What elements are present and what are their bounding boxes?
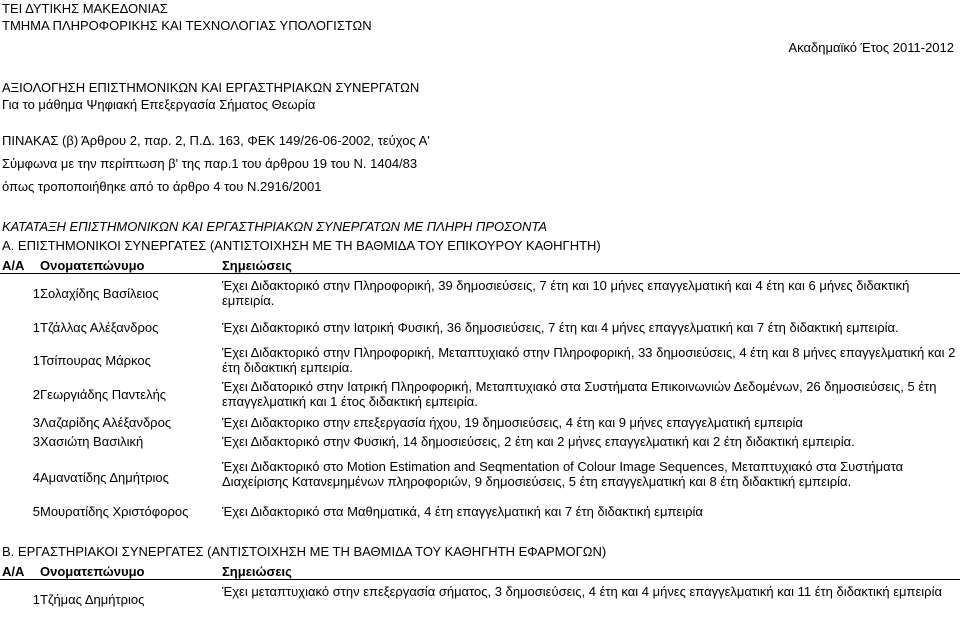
column-notes-header: Σημειώσεις [222, 564, 292, 579]
evaluation-title: ΑΞΙΟΛΟΓΗΣΗ ΕΠΙΣΤΗΜΟΝΙΚΩΝ ΚΑΙ ΕΡΓΑΣΤΗΡΙΑΚΩΝ ΣΥΝΕΡΓΑΤΩΝ [2, 80, 420, 95]
row-note: Έχει Διδακτορικό στην Φυσική, 14 δημοσιεύσεις, 2 έτη και 2 μήνες επαγγελματική και 2 έτη διδακτική εμπειρία. [222, 434, 855, 449]
row-name: Τσίπουρας Μάρκος [40, 353, 151, 368]
row-number: 1 [32, 592, 40, 607]
row-number: 1 [32, 286, 40, 301]
section-a-title: Α. ΕΠΙΣΤΗΜΟΝΙΚΟΙ ΣΥΝΕΡΓΑΤΕΣ (ΑΝΤΙΣΤΟΙΧΗΣΗ ΜΕ ΤΗ ΒΑΘΜΙΔΑ ΤΟΥ ΕΠΙΚΟΥΡΟΥ ΚΑΘΗΓΗΤΗ) [2, 238, 601, 253]
row-name: Τζάλλας Αλέξανδρος [40, 320, 159, 335]
legal-reference-3: όπως τροποποιήθηκε από το άρθρο 4 του Ν.2916/2001 [2, 179, 322, 194]
row-name: Αμανατίδης Δημήτριος [40, 470, 169, 485]
row-note: Έχει μεταπτυχιακό στην επεξεργασία σήματος, 3 δημοσιεύσεις, 4 έτη και 4 μήνες επαγγελματική και 11 έτη διδακτική εμπειρία [222, 584, 942, 599]
row-number: 1 [32, 353, 40, 368]
column-name-header: Ονοματεπώνυμο [40, 258, 145, 273]
row-name: Χασιώτη Βασιλική [40, 434, 144, 449]
legal-reference-1: ΠΙΝΑΚΑΣ (β) Άρθρου 2, παρ. 2, Π.Δ. 163, ΦΕΚ 149/26-06-2002, τεύχος Α' [2, 133, 430, 148]
row-note: Έχει Διδακτορικό στην Πληροφορική, 39 δημοσιεύσεις, 7 έτη και 10 μήνες επαγγελματική και 4 έτη και 6 μήνες διδακτική εμπειρία. [222, 278, 910, 308]
row-note: Έχει Διδακτορικό στην Πληροφορική, Μεταπτυχιακό στην Πληροφορική, 33 δημοσιεύσεις, 4 έτη και 8 μήνες επαγγελματική και 2 έτη διδακτική εμπειρία. [222, 345, 956, 375]
table-row [0, 344, 960, 378]
table-row [0, 318, 960, 338]
table-row [0, 413, 960, 431]
table-divider [0, 273, 960, 274]
row-name: Γεωργιάδης Παντελής [40, 387, 167, 402]
table-row [0, 502, 960, 520]
table-row [0, 583, 960, 617]
column-index-header: Α/Α [2, 258, 25, 273]
table-row [0, 432, 960, 450]
row-number: 1 [32, 320, 40, 335]
row-number: 5 [32, 504, 40, 519]
row-name: Τζήμας Δημήτριος [40, 592, 145, 607]
table-row [0, 458, 960, 492]
ranking-title: ΚΑΤΑΤΑΞΗ ΕΠΙΣΤΗΜΟΝΙΚΩΝ ΚΑΙ ΕΡΓΑΣΤΗΡΙΑΚΩΝ ΣΥΝΕΡΓΑΤΩΝ ΜΕ ΠΛΗΡΗ ΠΡΟΣΟΝΤΑ [2, 219, 548, 234]
section-b-title: Β. ΕΡΓΑΣΤΗΡΙΑΚΟΙ ΣΥΝΕΡΓΑΤΕΣ (ΑΝΤΙΣΤΟΙΧΗΣΗ ΜΕ ΤΗ ΒΑΘΜΙΔΑ ΤΟΥ ΚΑΘΗΓΗΤΗ ΕΦΑΡΜΟΓΩΝ) [2, 544, 607, 559]
institution-title: ΤΕΙ ΔΥΤΙΚΗΣ ΜΑΚΕΔΟΝΙΑΣ [2, 1, 168, 16]
row-number: 4 [32, 470, 40, 485]
course-title: Για το μάθημα Ψηφιακή Επεξεργασία Σήματος Θεωρία [2, 97, 316, 112]
row-note: Έχει Διδακτορικό στο Motion Estimation and Seqmentation of Colour Image Sequences, Μεταπτυχιακό στα Συστήματα Διαχείρισης Κατανεμημένων πληροφοριών, 9 δημοσιεύσεις, 5 έτη επαγγελματική και 8 έτη διδακτική εμπειρία. [222, 459, 904, 489]
column-name-header: Ονοματεπώνυμο [40, 564, 145, 579]
department-title: ΤΜΗΜΑ ΠΛΗΡΟΦΟΡΙΚΗΣ ΚΑΙ ΤΕΧΝΟΛΟΓΙΑΣ ΥΠΟΛΟΓΙΣΤΩΝ [2, 18, 372, 33]
row-note: Έχει Διδακτορικο στην επεξεργασία ήχου, 19 δημοσιεύσεις, 4 έτη και 9 μήνες επαγγελματική εμπειρία [222, 415, 803, 430]
row-note: Έχει Διδατορικό στην Ιατρική Πληροφορική, Μεταπτυχιακό στα Συστήματα Επικοινωνιών Δεδομένων, 26 δημοσιεύσεις, 5 έτη επαγγελματική και 1 έτος διδακτική εμπειρία. [222, 379, 937, 409]
table-row [0, 277, 960, 311]
row-name: Σολαχίδης Βασίλειος [40, 286, 159, 301]
row-number: 2 [32, 387, 40, 402]
row-number: 3 [32, 415, 40, 430]
column-index-header: Α/Α [2, 564, 25, 579]
column-notes-header: Σημειώσεις [222, 258, 292, 273]
legal-reference-2: Σύμφωνα με την περίπτωση β' της παρ.1 του άρθρου 19 του Ν. 1404/83 [2, 156, 418, 171]
row-name: Μουρατίδης Χριστόφορος [40, 504, 189, 519]
row-note: Έχει Διδακτορικό στην Ιατρική Φυσική, 36 δημοσιεύσεις, 7 έτη και 4 μήνες επαγγελματική και 7 έτη διδακτική εμπειρία. [222, 320, 899, 335]
row-name: Λαζαρίδης Αλέξανδρος [40, 415, 172, 430]
table-divider [0, 579, 960, 580]
row-number: 3 [32, 434, 40, 449]
academic-year: Ακαδημαϊκό Έτος 2011-2012 [788, 40, 954, 55]
table-row [0, 378, 960, 412]
row-note: Έχει Διδακτορικό στα Μαθηματικά, 4 έτη επαγγελματική και 7 έτη διδακτική εμπειρία [222, 504, 703, 519]
